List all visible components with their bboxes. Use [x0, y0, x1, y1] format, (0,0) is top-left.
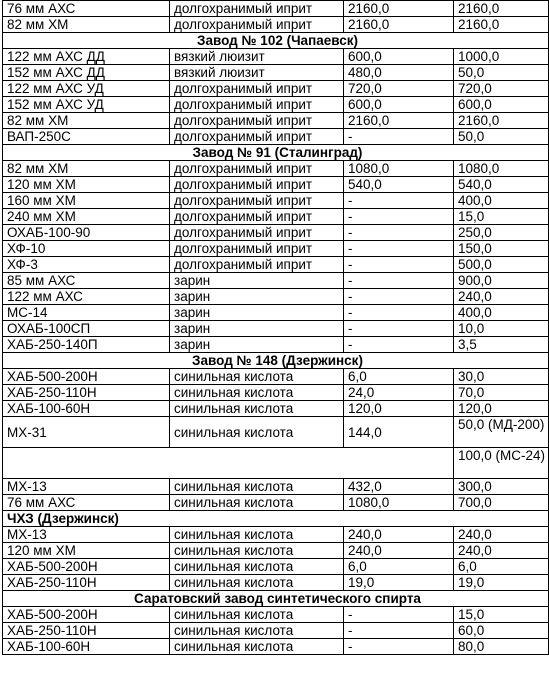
- table-row: [3, 479, 549, 495]
- table-row: [3, 209, 549, 225]
- munition-cell: 82 мм ХМ: [3, 113, 170, 129]
- plan-cell: -: [344, 241, 454, 257]
- table-row: [3, 97, 549, 113]
- table-row: [3, 225, 549, 241]
- agent-cell: долгохранимый иприт: [170, 177, 344, 193]
- actual-cell: 400,0: [454, 193, 549, 209]
- munition-cell: ХФ-10: [3, 241, 170, 257]
- plan-cell: -: [344, 337, 454, 353]
- plan-cell: -: [344, 639, 454, 655]
- munitions-table-body: [3, 1, 549, 655]
- munition-cell: ХАБ-500-200Н: [3, 559, 170, 575]
- munition-cell: 120 мм ХМ: [3, 543, 170, 559]
- agent-cell: зарин: [170, 321, 344, 337]
- actual-cell: 500,0: [454, 257, 549, 273]
- empty-cell: [3, 448, 454, 479]
- munition-cell: 120 мм ХМ: [3, 177, 170, 193]
- munition-cell: ХАБ-250-110Н: [3, 575, 170, 591]
- plan-cell: 480,0: [344, 65, 454, 81]
- actual-cell: 240,0: [454, 289, 549, 305]
- actual-cell: 2160,0: [454, 17, 549, 33]
- table-row: [3, 495, 549, 511]
- section-row: [3, 511, 549, 527]
- plan-cell: -: [344, 623, 454, 639]
- plan-cell: 144,0: [344, 417, 454, 448]
- actual-cell: 2160,0: [454, 113, 549, 129]
- agent-cell: вязкий люизит: [170, 49, 344, 65]
- munition-cell: 76 мм АХС: [3, 495, 170, 511]
- table-row: [3, 401, 549, 417]
- munition-cell: 122 мм АХС: [3, 289, 170, 305]
- agent-cell: синильная кислота: [170, 623, 344, 639]
- agent-cell: долгохранимый иприт: [170, 129, 344, 145]
- agent-cell: синильная кислота: [170, 417, 344, 448]
- munition-cell: ВАП-250С: [3, 129, 170, 145]
- actual-cell: 60,0: [454, 623, 549, 639]
- agent-cell: зарин: [170, 337, 344, 353]
- agent-cell: синильная кислота: [170, 369, 344, 385]
- actual-cell: 100,0 (МС-24): [454, 448, 549, 479]
- table-row: [3, 49, 549, 65]
- actual-cell: 30,0: [454, 369, 549, 385]
- munition-cell: 82 мм ХМ: [3, 17, 170, 33]
- actual-cell: 700,0: [454, 495, 549, 511]
- plan-cell: 432,0: [344, 479, 454, 495]
- munition-cell: ОХАБ-100СП: [3, 321, 170, 337]
- actual-cell: 70,0: [454, 385, 549, 401]
- actual-cell: 720,0: [454, 81, 549, 97]
- agent-cell: долгохранимый иприт: [170, 193, 344, 209]
- actual-cell: 19,0: [454, 575, 549, 591]
- munition-cell: ХАБ-250-140П: [3, 337, 170, 353]
- plan-cell: 240,0: [344, 543, 454, 559]
- actual-cell: 3,5: [454, 337, 549, 353]
- actual-cell: 120,0: [454, 401, 549, 417]
- section-title: Саратовский завод синтетического спирта: [3, 591, 549, 607]
- actual-cell: 600,0: [454, 97, 549, 113]
- table-row: [3, 241, 549, 257]
- actual-cell: 50,0: [454, 129, 549, 145]
- agent-cell: долгохранимый иприт: [170, 257, 344, 273]
- table-row: [3, 1, 549, 17]
- table-row: [3, 129, 549, 145]
- plan-cell: 1080,0: [344, 495, 454, 511]
- plan-cell: 2160,0: [344, 17, 454, 33]
- actual-cell: 150,0: [454, 241, 549, 257]
- munition-cell: МХ-13: [3, 479, 170, 495]
- section-row: [3, 591, 549, 607]
- agent-cell: долгохранимый иприт: [170, 113, 344, 129]
- agent-cell: долгохранимый иприт: [170, 81, 344, 97]
- plan-cell: -: [344, 257, 454, 273]
- agent-cell: долгохранимый иприт: [170, 241, 344, 257]
- munition-cell: 152 мм АХС ДД: [3, 65, 170, 81]
- agent-cell: зарин: [170, 305, 344, 321]
- table-row: [3, 177, 549, 193]
- table-row: [3, 337, 549, 353]
- plan-cell: -: [344, 193, 454, 209]
- actual-cell: 15,0: [454, 607, 549, 623]
- plan-cell: 24,0: [344, 385, 454, 401]
- actual-cell: 540,0: [454, 177, 549, 193]
- actual-cell: 1080,0: [454, 161, 549, 177]
- plan-cell: 2160,0: [344, 1, 454, 17]
- munition-cell: ХАБ-500-200Н: [3, 369, 170, 385]
- actual-cell: 300,0: [454, 479, 549, 495]
- table-row: [3, 385, 549, 401]
- munition-cell: 85 мм АХС: [3, 273, 170, 289]
- agent-cell: долгохранимый иприт: [170, 97, 344, 113]
- table-row: [3, 639, 549, 655]
- actual-cell: 6,0: [454, 559, 549, 575]
- plan-cell: 600,0: [344, 49, 454, 65]
- munition-cell: МХ-31: [3, 417, 170, 448]
- table-row: [3, 289, 549, 305]
- agent-cell: долгохранимый иприт: [170, 225, 344, 241]
- agent-cell: синильная кислота: [170, 401, 344, 417]
- section-row: [3, 33, 549, 49]
- actual-cell: 1000,0: [454, 49, 549, 65]
- actual-cell: 400,0: [454, 305, 549, 321]
- agent-cell: долгохранимый иприт: [170, 1, 344, 17]
- actual-cell: 250,0: [454, 225, 549, 241]
- munition-cell: 122 мм АХС ДД: [3, 49, 170, 65]
- section-row: [3, 353, 549, 369]
- table-row: [3, 417, 549, 448]
- munition-cell: ХАБ-100-60Н: [3, 401, 170, 417]
- munition-cell: 160 мм ХМ: [3, 193, 170, 209]
- table-row: [3, 607, 549, 623]
- section-title: Завод № 91 (Сталинград): [3, 145, 549, 161]
- actual-cell: 50,0 (МД-200): [454, 417, 549, 448]
- actual-cell: 15,0: [454, 209, 549, 225]
- actual-cell: 240,0: [454, 543, 549, 559]
- plan-cell: 6,0: [344, 559, 454, 575]
- munition-cell: ХАБ-500-200Н: [3, 607, 170, 623]
- agent-cell: зарин: [170, 273, 344, 289]
- table-row: [3, 193, 549, 209]
- table-row: [3, 559, 549, 575]
- plan-cell: 2160,0: [344, 113, 454, 129]
- table-row: [3, 543, 549, 559]
- table-row: [3, 369, 549, 385]
- plan-cell: 720,0: [344, 81, 454, 97]
- table-row: [3, 81, 549, 97]
- agent-cell: синильная кислота: [170, 575, 344, 591]
- agent-cell: синильная кислота: [170, 607, 344, 623]
- table-row: [3, 623, 549, 639]
- agent-cell: синильная кислота: [170, 543, 344, 559]
- munitions-table: [2, 0, 549, 655]
- actual-cell: 10,0: [454, 321, 549, 337]
- plan-cell: 1080,0: [344, 161, 454, 177]
- agent-cell: синильная кислота: [170, 385, 344, 401]
- section-title: Завод № 102 (Чапаевск): [3, 33, 549, 49]
- actual-cell: 240,0: [454, 527, 549, 543]
- agent-cell: долгохранимый иприт: [170, 161, 344, 177]
- actual-cell: 50,0: [454, 65, 549, 81]
- munition-cell: 152 мм АХС УД: [3, 97, 170, 113]
- munition-cell: 122 мм АХС УД: [3, 81, 170, 97]
- agent-cell: долгохранимый иприт: [170, 209, 344, 225]
- agent-cell: синильная кислота: [170, 495, 344, 511]
- table-row: [3, 321, 549, 337]
- agent-cell: зарин: [170, 289, 344, 305]
- plan-cell: -: [344, 129, 454, 145]
- plan-cell: -: [344, 305, 454, 321]
- munition-cell: 240 мм ХМ: [3, 209, 170, 225]
- plan-cell: 120,0: [344, 401, 454, 417]
- table-row: [3, 257, 549, 273]
- plan-cell: -: [344, 607, 454, 623]
- munition-cell: МС-14: [3, 305, 170, 321]
- agent-cell: синильная кислота: [170, 479, 344, 495]
- plan-cell: -: [344, 273, 454, 289]
- munition-cell: ХАБ-100-60Н: [3, 639, 170, 655]
- munition-cell: ХАБ-250-110Н: [3, 623, 170, 639]
- plan-cell: 600,0: [344, 97, 454, 113]
- actual-cell: 80,0: [454, 639, 549, 655]
- actual-cell: 900,0: [454, 273, 549, 289]
- plan-cell: 240,0: [344, 527, 454, 543]
- plan-cell: -: [344, 289, 454, 305]
- plan-cell: 540,0: [344, 177, 454, 193]
- munition-cell: ОХАБ-100-90: [3, 225, 170, 241]
- table-row: [3, 161, 549, 177]
- plan-cell: -: [344, 225, 454, 241]
- table-row: [3, 527, 549, 543]
- table-row: [3, 448, 549, 479]
- plan-cell: -: [344, 321, 454, 337]
- table-row: [3, 305, 549, 321]
- agent-cell: синильная кислота: [170, 639, 344, 655]
- munition-cell: ХФ-3: [3, 257, 170, 273]
- table-row: [3, 17, 549, 33]
- munition-cell: 76 мм АХС: [3, 1, 170, 17]
- table-row: [3, 273, 549, 289]
- table-row: [3, 113, 549, 129]
- munition-cell: 82 мм ХМ: [3, 161, 170, 177]
- section-title: ЧХЗ (Дзержинск): [3, 511, 549, 527]
- agent-cell: синильная кислота: [170, 527, 344, 543]
- plan-cell: -: [344, 209, 454, 225]
- munition-cell: МХ-13: [3, 527, 170, 543]
- section-title: Завод № 148 (Дзержинск): [3, 353, 549, 369]
- plan-cell: 6,0: [344, 369, 454, 385]
- plan-cell: 19,0: [344, 575, 454, 591]
- agent-cell: синильная кислота: [170, 559, 344, 575]
- table-row: [3, 65, 549, 81]
- actual-cell: 2160,0: [454, 1, 549, 17]
- section-row: [3, 145, 549, 161]
- agent-cell: долгохранимый иприт: [170, 17, 344, 33]
- agent-cell: вязкий люизит: [170, 65, 344, 81]
- table-row: [3, 575, 549, 591]
- munition-cell: ХАБ-250-110Н: [3, 385, 170, 401]
